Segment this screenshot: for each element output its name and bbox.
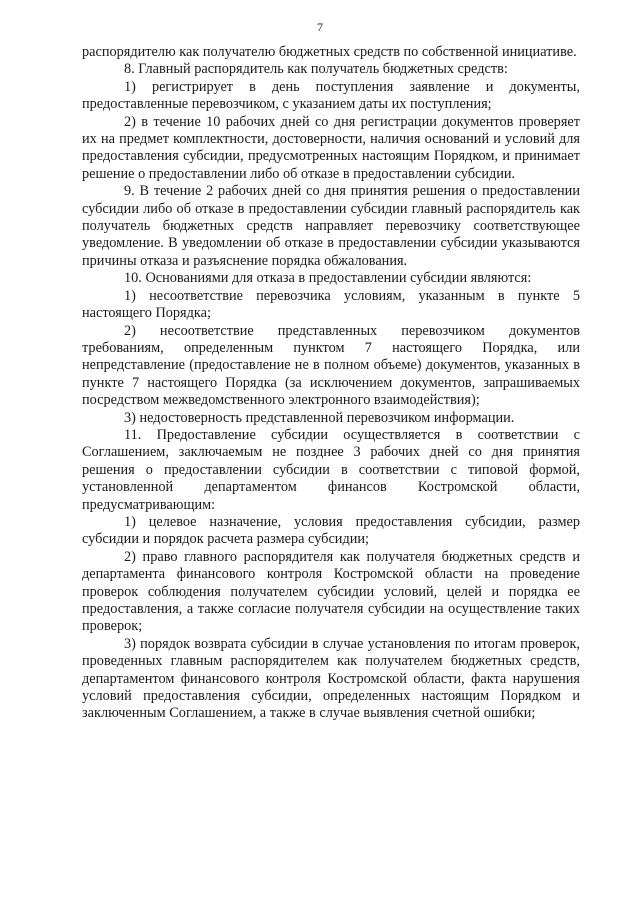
paragraph-item-9: 9. В течение 2 рабочих дней со дня принятия решения о предоставлении субсидии либо об отказе в предоставлении субсидии главный распорядитель как получатель бюджетных средств направляет перевозчику соответствующее уведомление. В уведомлении об отказе в предоставлении субсидии указываются причины отказа и разъяснение порядка обжалования. bbox=[82, 183, 580, 269]
paragraph-continuation: распорядителю как получателю бюджетных средств по собственной инициативе. bbox=[82, 44, 577, 60]
paragraph-item-10-2: 2) несоответствие представленных перевозчиком документов требованиям, определенным пунктом 7 настоящего Порядка, или непредставление (предоставление не в полном объеме) документов, указанных в пункте 7 настоящего Порядка (за исключением документов, запрашиваемых посредством межведомственного электронного взаимодействия); bbox=[82, 322, 580, 409]
paragraph-item-10-1: 1) несоответствие перевозчика условиям, указанным в пункте 5 настоящего Порядка; bbox=[82, 287, 580, 322]
paragraph-item-10-3: 3) недостоверность представленной перевозчиком информации. bbox=[124, 409, 515, 426]
paragraph-item-11-1: 1) целевое назначение, условия предоставления субсидии, размер субсидии и порядок расчета размера субсидии; bbox=[82, 513, 580, 548]
page-number: 7 bbox=[317, 20, 323, 34]
paragraph-item-8: 8. Главный распорядитель как получатель бюджетных средств: bbox=[124, 61, 508, 78]
paragraph-item-11-2: 2) право главного распорядителя как получателя бюджетных средств и департамента финансового контроля Костромской области на проведение проверок соблюдения получателем субсидии условий, целей и порядка ее предоставления, а также согласие получателя субсидии на осуществление таких проверок; bbox=[82, 548, 580, 635]
paragraph-item-11: 11. Предоставление субсидии осуществляется в соответствии с Соглашением, заключаемым не позднее 3 рабочих дней со дня принятия решения о предоставлении субсидии в соответствии с типовой формой, установленной департаментом финансов Костромской области, предусматривающим: bbox=[82, 426, 580, 513]
paragraph-item-8-1: 1) регистрирует в день поступления заявление и документы, предоставленные перевозчиком, с указанием даты их поступления; bbox=[82, 78, 580, 113]
paragraph-item-10: 10. Основаниями для отказа в предоставлении субсидии являются: bbox=[124, 270, 532, 287]
paragraph-item-8-2: 2) в течение 10 рабочих дней со дня регистрации документов проверяет их на предмет комплектности, достоверности, наличия оснований и условий для предоставления субсидии, предусмотренных настоящим Порядком, и принимает решение о предоставлении либо об отказе в предоставлении субсидии. bbox=[82, 113, 580, 182]
paragraph-item-11-3: 3) порядок возврата субсидии в случае установления по итогам проверок, проведенных главным распорядителем как получателем бюджетных средств, департаментом финансового контроля Костромской области, факта нарушения условий предоставления субсидии, определенных настоящим Порядком и заключенным Соглашением, а также в случае выявления счетной ошибки; bbox=[82, 635, 580, 722]
document-body bbox=[82, 44, 580, 723]
